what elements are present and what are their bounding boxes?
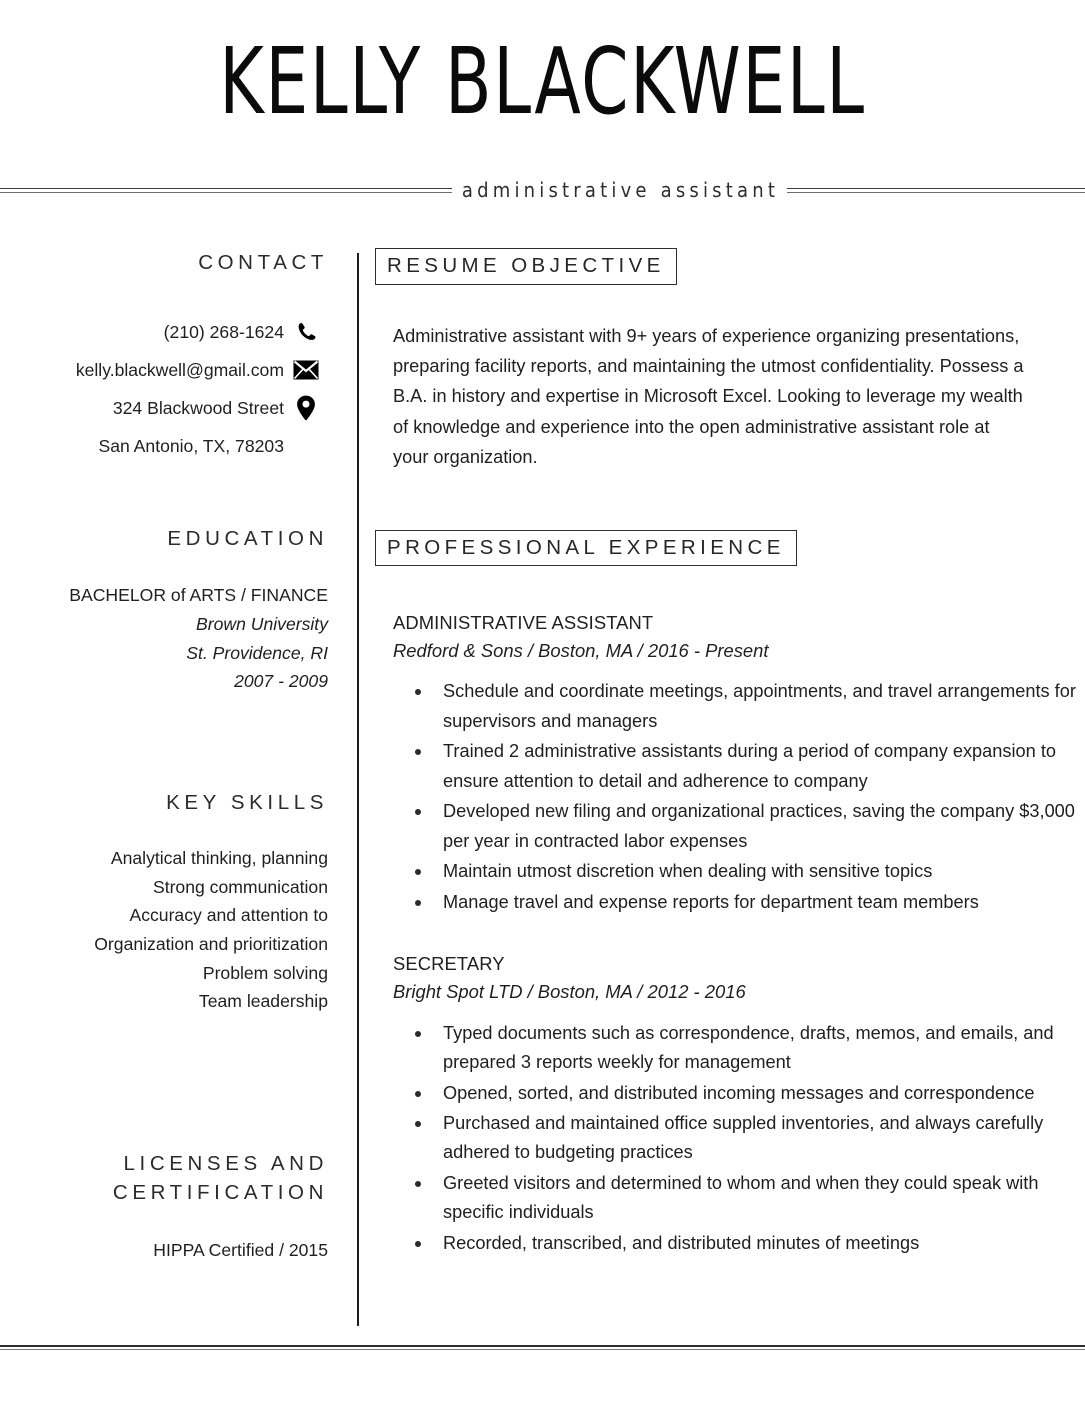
list-item: Analytical thinking, planning — [110, 848, 328, 869]
contact-item-email[interactable] — [0, 357, 328, 383]
main-content — [375, 248, 1076, 1259]
contact-item-address-line2 — [0, 433, 328, 459]
list-item: Greeted visitors and determined to whom and when they could speak with specific individuals — [441, 1169, 1081, 1228]
list-item: Team leadership — [198, 991, 328, 1012]
experience-job-1 — [393, 610, 1076, 917]
education-degree: BACHELOR of ARTS / FINANCE — [69, 585, 328, 606]
resume-objective-body: Administrative assistant with 9+ years of experience organizing presentations, preparing facility reports, and maintaining the utmost confidentiality. Possess a B.A. in history and expertise in Microsoft Excel. Looking to leverage my wealth of knowledge and experience into the open administrative assistant role at your organization. — [393, 325, 1024, 468]
list-item: Organization and prioritization — [94, 934, 328, 955]
contact-address-line1: 324 Blackwood Street — [112, 397, 284, 418]
sidebar-heading-licenses-line1: LICENSES AND — [123, 1152, 328, 1176]
list-item: Manage travel and expense reports for department team members — [441, 888, 1081, 917]
job-title: ADMINISTRATIVE ASSISTANT — [393, 612, 654, 634]
experience-job-2 — [393, 951, 1065, 1258]
footer-divider-line-bottom — [0, 1349, 1085, 1350]
list-item: Problem solving — [202, 962, 328, 983]
list-item: Schedule and coordinate meetings, appointments, and travel arrangements for supervisors and managers — [441, 677, 1081, 736]
education-location: St. Providence, RI — [186, 642, 328, 663]
sidebar-heading-contact: CONTACT — [198, 251, 328, 274]
phone-icon — [284, 321, 328, 343]
column-divider — [357, 253, 359, 1326]
education-block — [0, 581, 328, 696]
page-title: KELLY BLACKWELL — [219, 28, 866, 135]
job-bullet-list — [393, 677, 1081, 917]
contact-item-address-line1[interactable] — [0, 395, 328, 421]
list-item: Maintain utmost discretion when dealing with sensitive topics — [441, 857, 1081, 886]
sidebar-heading-education: EDUCATION — [167, 527, 328, 551]
job-meta: Redford & Sons / Boston, MA / 2016 - Present — [393, 639, 769, 661]
job-meta: Bright Spot LTD / Boston, MA / 2012 - 2016 — [393, 980, 746, 1002]
list-item: Recorded, transcribed, and distributed minutes of meetings — [441, 1229, 1081, 1258]
education-dates: 2007 - 2009 — [234, 671, 328, 692]
list-item: Strong communication — [152, 876, 328, 897]
sidebar — [0, 248, 328, 1265]
spacer-key-skills — [0, 696, 328, 788]
map-pin-icon — [284, 395, 328, 421]
section-heading-professional-experience: PROFESSIONAL EXPERIENCE — [375, 530, 797, 567]
job-subtitle-text: administrative assistant — [452, 177, 787, 203]
licenses-list — [0, 1236, 328, 1265]
contact-list — [0, 319, 328, 459]
header-divider — [0, 177, 1085, 203]
list-item: Trained 2 administrative assistants during a period of company expansion to ensure attention to detail and adherence to company — [441, 737, 1081, 796]
list-item: Typed documents such as correspondence, drafts, memos, and emails, and prepared 3 reports weekly for management — [441, 1019, 1081, 1078]
key-skills-list — [0, 844, 328, 1016]
section-heading-resume-objective: RESUME OBJECTIVE — [375, 248, 677, 285]
envelope-icon — [284, 360, 328, 380]
footer-divider-line-top — [0, 1345, 1085, 1347]
contact-address-line2: San Antonio, TX, 78203 — [98, 435, 284, 456]
job-bullet-list — [393, 1019, 1081, 1259]
spacer-licenses — [0, 1016, 328, 1149]
list-item: Accuracy and attention to — [129, 905, 328, 926]
list-item: Purchased and maintained office suppled inventories, and always carefully adhered to budgeting practices — [441, 1109, 1081, 1168]
spacer-education — [0, 471, 328, 524]
sidebar-heading-licenses-line2: CERTIFICATION — [112, 1181, 328, 1205]
footer-divider — [0, 1345, 1085, 1351]
list-item: Developed new filing and organizational practices, saving the company $3,000 per year in contracted labor expenses — [441, 797, 1081, 856]
list-item: Opened, sorted, and distributed incoming messages and correspondence — [441, 1079, 1081, 1108]
sidebar-heading-key-skills: KEY SKILLS — [166, 790, 328, 814]
contact-email-value: kelly.blackwell@gmail.com — [75, 359, 284, 380]
education-school: Brown University — [196, 613, 328, 634]
spacer-experience — [375, 473, 1065, 530]
contact-item-phone[interactable] — [0, 319, 328, 345]
job-subtitle — [0, 177, 1085, 203]
list-item: HIPPA Certified / 2015 — [153, 1240, 328, 1261]
job-title: SECRETARY — [393, 953, 505, 975]
contact-phone-value: (210) 268-1624 — [163, 321, 284, 342]
